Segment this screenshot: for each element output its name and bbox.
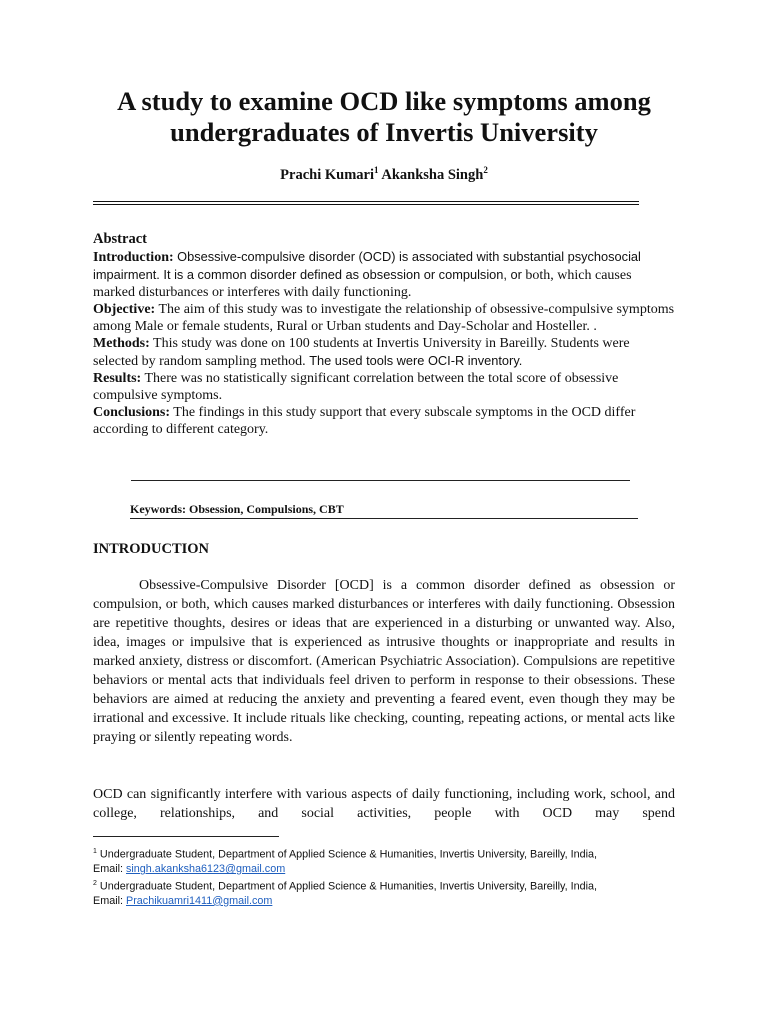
introduction-label: Introduction: <box>93 250 174 265</box>
email-label: Email: <box>93 894 126 907</box>
email-label: Email: <box>93 863 126 876</box>
author-affiliation-marker: 1 <box>374 165 379 175</box>
title-divider-bottom <box>93 204 639 205</box>
methods-text: This study was done on 100 students at Invertis University in Bareilly. Students were selected by random sampling method. <box>93 336 630 369</box>
keywords-line: Keywords: Obsession, Compulsions, CBT <box>130 502 344 516</box>
paper-title: A study to examine OCD like symptoms among undergraduates of Invertis University <box>117 86 651 147</box>
abstract-introduction <box>93 248 676 301</box>
author-affiliation-marker: 2 <box>483 165 488 175</box>
email-link[interactable]: singh.akanksha6123@gmail.com <box>126 863 286 876</box>
abstract-heading: Abstract <box>93 231 147 247</box>
conclusions-text: The findings in this study support that every subscale symptoms in the OCD differ according to different category. <box>93 405 636 437</box>
footnotes <box>93 845 693 908</box>
footnote-marker: 1 <box>93 848 97 855</box>
footnote-text: Undergraduate Student, Department of Applied Science & Humanities, Invertis University, Bareilly, India, <box>96 848 598 861</box>
introduction-text: both, which causes marked disturbances or interferes with daily functioning. <box>93 268 632 300</box>
introduction-paragraph-2: OCD can significantly interfere with various aspects of daily functioning, including work, school, and college, relationships, and social activities, people with OCD may spend <box>93 787 675 821</box>
abstract-section <box>93 230 676 438</box>
introduction-paragraph-1: Obsessive-Compulsive Disorder [OCD] is a common disorder defined as obsession or compulsion, or both, which causes marked disturbances or interferes with daily functioning. Obsession are repetitive thoughts, desires or ideas that are experienced in a disturbing or unwanted way. Also, idea, images or impulsive that is experienced as intrusive thoughts or inappropriate and results in marked anxiety, distress or discomfort. (American Psychiatric Association). Compulsions are repetitive behaviors or mental acts that individuals feel driven to perform in response to their obsessions. These behaviors are aimed at reducing the anxiety and preventing a feared event, even though they may be irrational and excessive. It include rituals like checking, counting, repeating actions, or mental acts like praying or silently repeating words. <box>93 578 675 745</box>
keywords-underline <box>130 518 638 519</box>
methods-text-sans: The used tools were OCI-R inventory. <box>309 353 523 368</box>
footnote-2 <box>93 877 693 909</box>
methods-label: Methods: <box>93 336 150 351</box>
author-line <box>60 165 708 184</box>
author-name: Prachi Kumari <box>280 166 375 183</box>
objective-label: Objective: <box>93 302 156 317</box>
author-name: Akanksha Singh <box>381 166 484 183</box>
footnote-text: Undergraduate Student, Department of Applied Science & Humanities, Invertis University, Bareilly, India, <box>96 880 598 893</box>
footnote-divider <box>93 836 279 837</box>
email-link[interactable]: Prachikuamri1411@gmail.com <box>126 894 273 907</box>
abstract-conclusions <box>93 404 676 438</box>
results-text: There was no statistically significant correlation between the total score of obsessive compulsive symptoms. <box>93 371 619 403</box>
introduction-heading: INTRODUCTION <box>93 541 210 557</box>
abstract-results <box>93 370 676 404</box>
introduction-text-sans: Obsessive-compulsive disorder (OCD) is associated with substantial psychosocial impairment. It is a common disorder defined as obsession or compulsion, or <box>93 249 641 282</box>
conclusions-label: Conclusions: <box>93 405 171 420</box>
abstract-objective <box>93 301 676 335</box>
abstract-divider <box>131 480 630 481</box>
objective-text: The aim of this study was to investigate the relationship of obsessive-compulsive symptoms among Male or female students, Rural or Urban students and Day-Scholar and Hosteller. . <box>93 302 675 334</box>
abstract-methods <box>93 335 676 370</box>
footnote-1 <box>93 845 693 877</box>
title-divider-top <box>93 201 639 202</box>
results-label: Results: <box>93 371 142 386</box>
footnote-marker: 2 <box>93 879 97 887</box>
